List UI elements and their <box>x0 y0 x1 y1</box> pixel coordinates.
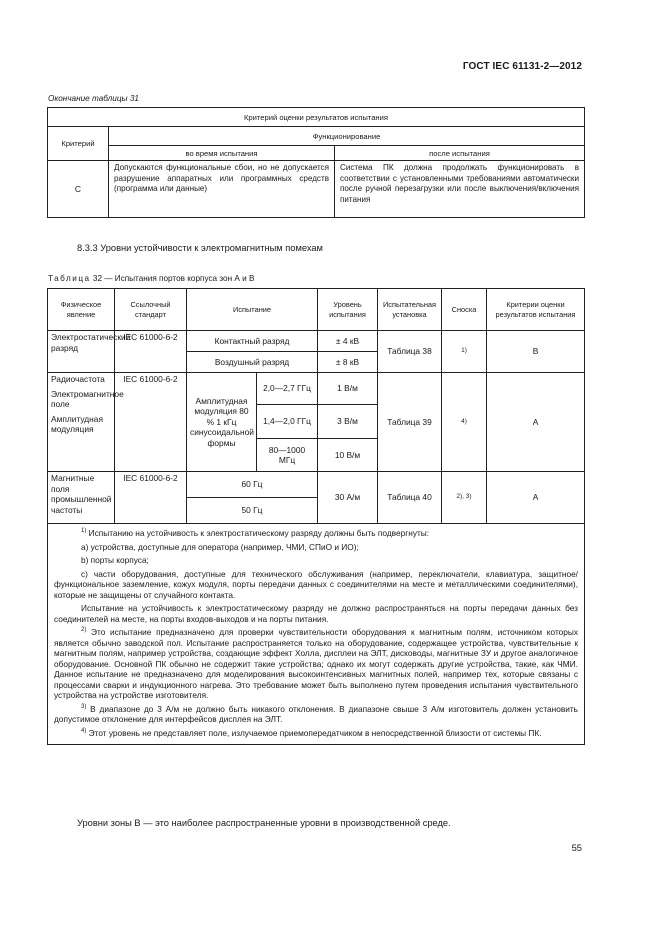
t32-rf-standard: IEC 61000-6-2 <box>115 373 187 472</box>
t32-rf-phenomenon-1: Радиочастота <box>51 374 105 384</box>
t32-rf-phenomenon-2: Электромагнитное поле <box>51 388 124 409</box>
t32-h-note: Сноска <box>442 289 487 331</box>
t32-rf-band-2: 1,4—2,0 ГГц <box>257 405 318 439</box>
fn2-text: Это испытание предназначено для проверки чувствительности оборудования к магнитным полям, источником которых является обычно заводской пол. Испытание распространяется только на оборудование, содержащее устройства, чувствительные к магнитным полям, например устройства, создающие эффект Холла, дисплеи на ЭЛТ, дисководы, магнитные ЗУ и другое аналогичное оборудование. Основной ПК обычно не содержит такие устройства; однако их могут содержать другие устройства, такие, как ЧМИ. Данное испытание не предназначено для моделирования высокоинтенсивных магнитных полей, например тех, которые связаны с процессами сварки и индукционного нагрева. Это требование может быть выполнено путем проведения испытания чувствительного устройства на устройстве изготовителя. <box>54 627 578 700</box>
t32-h-setup: Испытательная установка <box>378 289 442 331</box>
fn2-mark: 2) <box>81 627 87 634</box>
fn3-mark: 3) <box>81 703 87 710</box>
t32-mag-note: 2), 3) <box>442 472 487 524</box>
t31-header-functioning: Функционирование <box>109 127 585 146</box>
t32-esd-setup: Таблица 38 <box>378 331 442 373</box>
standard-header: ГОСТ IEC 61131-2—2012 <box>462 61 582 72</box>
t32-rf-phenomenon <box>48 373 124 472</box>
t32-rf-test: Амплитудная модуляция 80 % 1 кГц синусоидальной формы <box>187 373 257 472</box>
page-number: 55 <box>571 842 582 853</box>
t31-criterion-c: С <box>48 161 109 218</box>
t32-h-reference: Ссылочный стандарт <box>115 289 187 331</box>
t32-mag-standard: IEC 61000-6-2 <box>115 472 187 524</box>
table-32 <box>47 288 585 745</box>
t32-h-test: Испытание <box>187 289 318 331</box>
table31-caption: Окончание таблицы 31 <box>48 94 139 103</box>
t32-footnotes <box>48 524 585 745</box>
t32-mag-f60: 60 Гц <box>187 472 318 498</box>
t32-esd-air: Воздушный разряд <box>187 352 318 373</box>
t32-rf-band-3: 80—1000 МГц <box>257 439 318 472</box>
t32-esd-air-level: ± 8 кВ <box>318 352 378 373</box>
t32-esd-contact-level: ± 4 кВ <box>318 331 378 352</box>
t32-esd-standard: IEC 61000-6-2 <box>115 331 187 373</box>
t32-rf-level-3: 10 В/м <box>318 439 378 472</box>
fn1-mark: 1) <box>81 528 87 535</box>
t31-during-c: Допускаются функциональные сбои, но не допускается разрушение аппаратных или программных средств (программа или данные) <box>109 161 335 218</box>
section-title: 8.3.3 Уровни устойчивости к электромагнитным помехам <box>77 243 323 253</box>
fn3-text: В диапазоне до 3 А/м не должно быть никакого отклонения. В диапазоне свыше 3 А/м изготовитель должен установить допустимое отклонение для интерфейсов дисплея на ЭЛТ. <box>54 703 578 724</box>
t32-rf-level-1: 1 В/м <box>318 373 378 405</box>
fn4-mark: 4) <box>81 727 87 734</box>
table32-caption-word: Таблица <box>48 274 91 283</box>
table32-caption <box>48 274 254 283</box>
fn1-a: а) устройства, доступные для оператора (например, ЧМИ, СПиО и ИО); <box>81 541 359 552</box>
t32-h-phenomenon: Физическое явление <box>48 289 115 331</box>
t32-mag-criterion: А <box>487 472 585 524</box>
t31-after-c: Система ПК должна продолжать функционировать в соответствии с установленными требованиями автоматически после ручной перезагрузки или после выключения/включения питания <box>335 161 585 218</box>
t32-rf-setup: Таблица 39 <box>378 373 442 472</box>
fn1-c: с) части оборудования, доступные для технического обслуживания (например, переключатели, клавиатура, защитное/функциональное заземление, кожух модуля, порты передачи данных с соединителями на месте и металлическими соединителями), которые не защищены от случайного контакта. <box>54 568 578 600</box>
t32-rf-level-2: 3 В/м <box>318 405 378 439</box>
fn4-text: Этот уровень не представляет поле, излучаемое приемопередатчиком в непосредственной близости от системы ПК. <box>88 727 542 738</box>
table-31 <box>47 107 585 218</box>
t32-mag-f50: 50 Гц <box>187 498 318 524</box>
t32-mag-phenomenon: Магнитные поля промышленной частоты <box>48 472 115 524</box>
t32-mag-setup: Таблица 40 <box>378 472 442 524</box>
t32-mag-level: 30 А/м <box>318 472 378 524</box>
bottom-paragraph: Уровни зоны В — это наиболее распространенные уровни в производственной среде. <box>77 818 451 828</box>
fn1-b: b) порты корпуса; <box>81 555 149 565</box>
t31-header-during: во время испытания <box>109 146 335 161</box>
t32-esd-criterion: В <box>487 331 585 373</box>
fn1-text: Испытанию на устойчивость к электростатическому разряду должны быть подвергнуты: <box>88 528 430 538</box>
t32-rf-criterion: А <box>487 373 585 472</box>
t32-esd-phenomenon: Электростатический разряд <box>48 331 115 373</box>
table32-caption-rest: 32 — Испытания портов корпуса зон А и В <box>92 274 255 283</box>
t32-rf-band-1: 2,0—2,7 ГГц <box>257 373 318 405</box>
t32-rf-note: 4) <box>442 373 487 472</box>
t31-header-criteria: Критерий оценки результатов испытания <box>48 108 585 127</box>
t31-header-after: после испытания <box>335 146 585 161</box>
t32-esd-note: 1) <box>442 331 487 373</box>
t32-h-level: Уровень испытания <box>318 289 378 331</box>
t32-rf-phenomenon-3: Амплитудная модуляция <box>51 413 103 434</box>
fn1-d: Испытание на устойчивость к электростатическому разряду не должно распространяться на порты передачи данных без соединителей на месте, на порты входов-выходов и на порты питания. <box>54 603 578 624</box>
t32-esd-contact: Контактный разряд <box>187 331 318 352</box>
t32-h-criteria: Критерии оценки результатов испытания <box>487 289 585 331</box>
t31-header-criterion: Критерий <box>48 127 109 161</box>
